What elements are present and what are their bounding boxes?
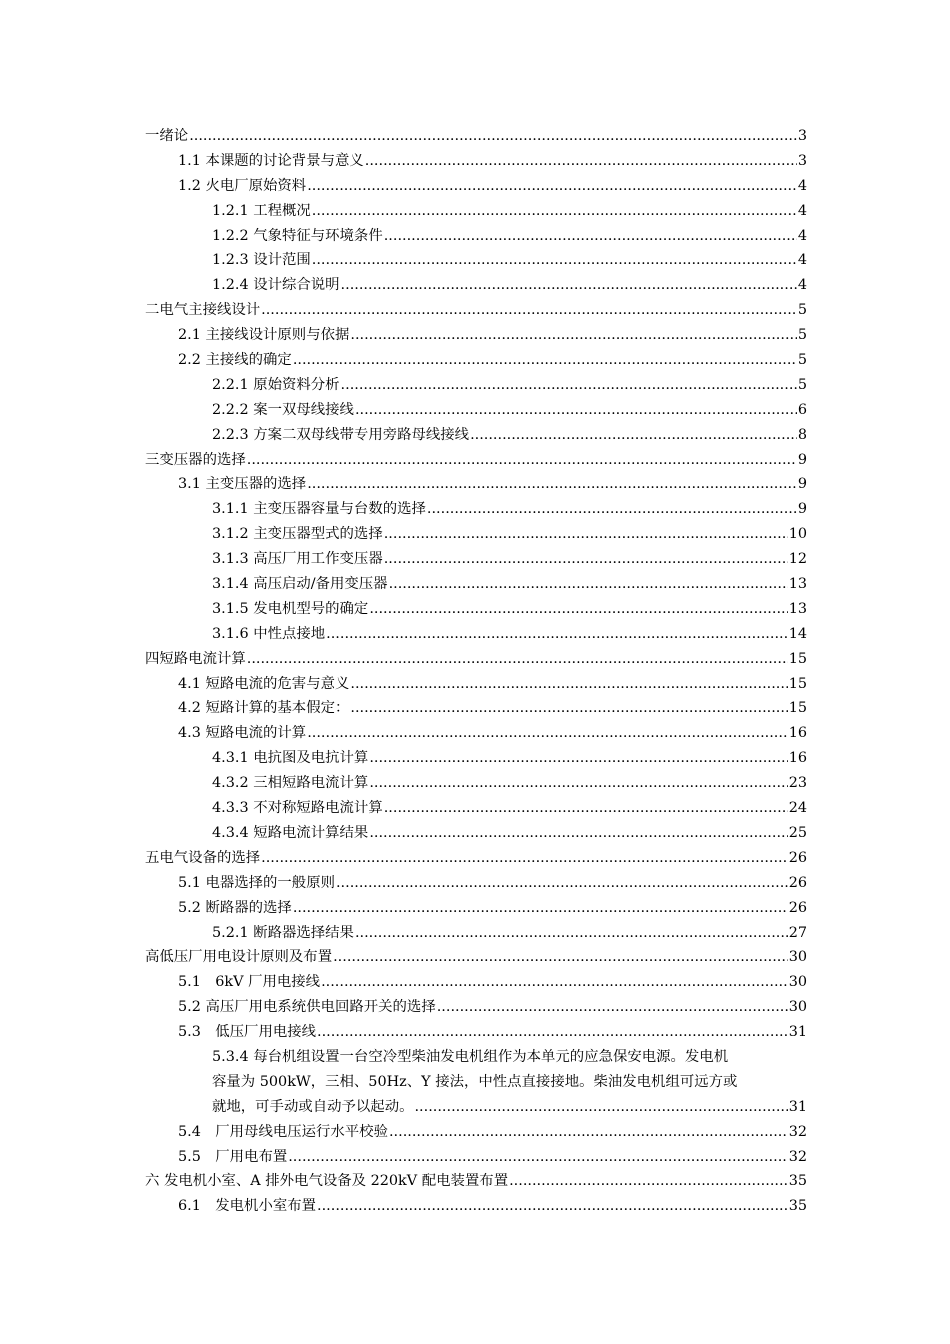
- toc-entry-title: 6.1 发电机小室布置: [178, 1198, 317, 1215]
- toc-page-number: 32: [788, 1148, 807, 1165]
- toc-page-number: 30: [788, 999, 807, 1016]
- toc-entry[interactable]: [145, 149, 807, 174]
- toc-entry-title: 5.2 高压厂用电系统供电回路开关的选择: [178, 999, 436, 1016]
- toc-page-number: 6: [797, 401, 807, 418]
- toc-page-number: 5: [797, 327, 807, 344]
- toc-entry-title: 4.1 短路电流的危害与意义: [178, 675, 350, 692]
- toc-entry[interactable]: [145, 995, 807, 1020]
- toc-entry-title: 五电气设备的选择: [145, 849, 261, 866]
- toc-leader-dots: [369, 746, 787, 771]
- toc-entry[interactable]: [145, 597, 807, 622]
- toc-entry[interactable]: [145, 1020, 807, 1045]
- toc-entry-title: 2.2.3 方案二双母线带专用旁路母线接线: [212, 426, 470, 443]
- toc-entry-title: 1.1 本课题的讨论背景与意义: [178, 152, 364, 169]
- toc-entry[interactable]: [145, 423, 807, 448]
- toc-entry-title: 5.1 电器选择的一般原则: [178, 874, 335, 891]
- toc-entry-line: 就地，可手动或自动予以起动。: [212, 1098, 414, 1115]
- toc-entry[interactable]: [145, 622, 807, 647]
- toc-leader-dots: [293, 896, 788, 921]
- toc-entry[interactable]: [145, 696, 807, 721]
- toc-leader-dots: [247, 647, 788, 672]
- toc-leader-dots: [384, 547, 788, 572]
- toc-entry-title: 1.2.1 工程概况: [212, 202, 311, 219]
- toc-entry-title: 5.5 厂用电布置: [178, 1148, 288, 1165]
- toc-leader-dots: [369, 597, 787, 622]
- toc-page-number: 30: [788, 974, 807, 991]
- toc-page-number: 4: [797, 202, 807, 219]
- toc-tail-list: [145, 1120, 807, 1220]
- toc-entry[interactable]: [145, 821, 807, 846]
- toc-leader-dots: [350, 672, 787, 697]
- toc-page-number: 9: [797, 501, 807, 518]
- toc-leader-dots: [261, 298, 797, 323]
- toc-entry-title: 三变压器的选择: [145, 451, 246, 468]
- toc-page-number: 31: [788, 1098, 807, 1115]
- toc-leader-dots: [307, 472, 797, 497]
- toc-entry[interactable]: [145, 896, 807, 921]
- toc-entry-title: 一绪论: [145, 128, 189, 144]
- toc-page-number: 15: [788, 700, 807, 717]
- toc-entry-title: 4.3.2 三相短路电流计算: [212, 775, 369, 792]
- toc-entry-title: 2.2.1 原始资料分析: [212, 376, 340, 393]
- toc-leader-dots: [369, 821, 787, 846]
- toc-page-number: 27: [788, 924, 807, 941]
- toc-page-number: 4: [797, 277, 807, 294]
- toc-page-number: 14: [788, 625, 807, 642]
- toc-entry[interactable]: [145, 796, 807, 821]
- toc-page-number: 16: [788, 750, 807, 767]
- toc-leader-dots: [509, 1169, 788, 1194]
- toc-entry-title: 3.1.5 发电机型号的确定: [212, 600, 369, 617]
- toc-page-number: 4: [797, 227, 807, 244]
- toc-entry[interactable]: [145, 547, 807, 572]
- toc-entry[interactable]: [145, 921, 807, 946]
- toc-page-number: 9: [797, 476, 807, 493]
- toc-leader-dots: [384, 796, 788, 821]
- toc-page-number: 5: [797, 376, 807, 393]
- toc-entry[interactable]: [145, 522, 807, 547]
- toc-page-number: 30: [788, 949, 807, 966]
- toc-leader-dots: [317, 1020, 788, 1045]
- toc-leader-dots: [470, 423, 797, 448]
- toc-page-number: 12: [788, 551, 807, 568]
- toc-entry[interactable]: [145, 398, 807, 423]
- toc-entry[interactable]: [145, 970, 807, 995]
- toc-leader-dots: [384, 224, 797, 249]
- toc-page-number: 10: [788, 526, 807, 543]
- toc-entry[interactable]: [145, 871, 807, 896]
- toc-page-number: 15: [788, 650, 807, 667]
- toc-page-number: 5: [797, 352, 807, 369]
- toc-entry-line: 5.3.4 每台机组设置一台空冷型柴油发电机组作为本单元的应急保安电源。发电机: [212, 1048, 729, 1065]
- toc-entry[interactable]: [145, 1120, 807, 1145]
- toc-leader-dots: [369, 771, 787, 796]
- toc-page-number: 26: [788, 899, 807, 916]
- toc-entry-title: 5.4 厂用母线电压运行水平校验: [178, 1123, 388, 1140]
- toc-page-number: 26: [788, 874, 807, 891]
- toc-leader-dots: [317, 1194, 788, 1219]
- toc-leader-dots: [414, 1095, 787, 1120]
- toc-entry-title: 2.2 主接线的确定: [178, 352, 292, 369]
- toc-leader-dots: [355, 398, 797, 423]
- toc-page-number: 5: [797, 302, 807, 319]
- toc-entry[interactable]: [145, 323, 807, 348]
- toc-entry[interactable]: [145, 572, 807, 597]
- toc-leader-dots: [247, 448, 797, 473]
- toc-entry-title: 1.2.3 设计范围: [212, 252, 311, 269]
- toc-entry-title: 4.3.4 短路电流计算结果: [212, 824, 369, 841]
- toc-page-number: 15: [788, 675, 807, 692]
- toc-leader-dots: [307, 721, 787, 746]
- toc-page-number: 31: [788, 1024, 807, 1041]
- toc-page-number: 13: [788, 576, 807, 593]
- toc-entry-title: 2.1 主接线设计原则与依据: [178, 327, 350, 344]
- toc-entry-title: 4.3.3 不对称短路电流计算: [212, 800, 383, 817]
- toc-entry[interactable]: [145, 771, 807, 796]
- toc-leader-dots: [333, 945, 788, 970]
- toc-leader-dots: [288, 1145, 787, 1170]
- toc-entry[interactable]: [145, 348, 807, 373]
- toc-entry-title: 1.2.4 设计综合说明: [212, 277, 340, 294]
- toc-entry[interactable]: [145, 472, 807, 497]
- toc-page-number: 8: [797, 426, 807, 443]
- toc-entry-title: 5.2 断路器的选择: [178, 899, 292, 916]
- toc-entry-title: 高低压厂用电设计原则及布置: [145, 949, 333, 966]
- toc-entry[interactable]: [145, 1169, 807, 1194]
- toc-entry-title: 3.1.1 主变压器容量与台数的选择: [212, 501, 426, 518]
- toc-leader-dots: [189, 124, 797, 149]
- toc-leader-dots: [389, 572, 788, 597]
- toc-leader-dots: [341, 273, 797, 298]
- toc-entry-title: 4.3.1 电抗图及电抗计算: [212, 750, 369, 767]
- toc-leader-dots: [350, 696, 787, 721]
- toc-entry-line: 容量为 500kW，三相、50Hz、Y 接法，中性点直接接地。柴油发电机组可远方或: [212, 1073, 738, 1090]
- toc-entry[interactable]: [145, 248, 807, 273]
- toc-entry[interactable]: [145, 672, 807, 697]
- toc-entry[interactable]: [145, 1145, 807, 1170]
- toc-leader-dots: [321, 970, 788, 995]
- toc-entry-title: 3.1 主变压器的选择: [178, 476, 307, 493]
- toc-leader-dots: [312, 248, 797, 273]
- toc-leader-dots: [427, 497, 797, 522]
- toc-entry-title: 二电气主接线设计: [145, 302, 261, 319]
- toc-entry-title: 四短路电流计算: [145, 650, 246, 667]
- toc-entry[interactable]: [145, 846, 807, 871]
- toc-entry-title: 5.2.1 断路器选择结果: [212, 924, 354, 941]
- toc-leader-dots: [336, 871, 788, 896]
- toc-entry[interactable]: [145, 448, 807, 473]
- toc-entry[interactable]: [145, 298, 807, 323]
- toc-page-number: 32: [788, 1123, 807, 1140]
- toc-entry-title: 3.1.6 中性点接地: [212, 625, 326, 642]
- toc-entry-title: 1.2 火电厂原始资料: [178, 177, 307, 194]
- toc-leader-dots: [293, 348, 797, 373]
- toc-leader-dots: [261, 846, 788, 871]
- toc-page-number: 23: [788, 775, 807, 792]
- toc-entry[interactable]: [145, 124, 807, 149]
- toc-leader-dots: [326, 622, 788, 647]
- toc-leader-dots: [312, 199, 797, 224]
- table-of-contents: [145, 124, 807, 1219]
- toc-entry-title: 4.2 短路计算的基本假定：: [178, 700, 350, 717]
- toc-leader-dots: [437, 995, 788, 1020]
- toc-page-number: 24: [788, 800, 807, 817]
- toc-leader-dots: [341, 373, 797, 398]
- toc-page-number: 26: [788, 849, 807, 866]
- toc-entry[interactable]: [145, 647, 807, 672]
- toc-page-number: 9: [797, 451, 807, 468]
- toc-entry[interactable]: [145, 174, 807, 199]
- toc-leader-dots: [307, 174, 797, 199]
- toc-main-list: [145, 124, 807, 1045]
- toc-entry-title: 5.1 6kV 厂用电接线: [178, 974, 321, 991]
- toc-entry[interactable]: [145, 199, 807, 224]
- toc-entry-title: 3.1.2 主变压器型式的选择: [212, 526, 383, 543]
- toc-entry-title: 5.3 低压厂用电接线: [178, 1024, 317, 1041]
- toc-leader-dots: [365, 149, 797, 174]
- toc-entry-title: 4.3 短路电流的计算: [178, 725, 307, 742]
- toc-leader-dots: [384, 522, 788, 547]
- toc-entry-title: 1.2.2 气象特征与环境条件: [212, 227, 383, 244]
- toc-entry[interactable]: [145, 273, 807, 298]
- toc-entry-title: 3.1.4 高压启动/备用变压器: [212, 576, 388, 593]
- toc-leader-dots: [389, 1120, 788, 1145]
- toc-leader-dots: [350, 323, 796, 348]
- toc-entry[interactable]: [145, 721, 807, 746]
- toc-entry-5-3-4[interactable]: [145, 1045, 807, 1120]
- toc-page-number: 25: [788, 824, 807, 841]
- toc-entry-title: 3.1.3 高压厂用工作变压器: [212, 551, 383, 568]
- toc-page-number: 35: [788, 1198, 807, 1215]
- toc-leader-dots: [355, 921, 788, 946]
- toc-entry[interactable]: [145, 746, 807, 771]
- toc-entry[interactable]: [145, 497, 807, 522]
- toc-entry[interactable]: [145, 373, 807, 398]
- toc-page-number: 16: [788, 725, 807, 742]
- toc-entry[interactable]: [145, 945, 807, 970]
- toc-entry-title: 2.2.2 案一双母线接线: [212, 401, 354, 418]
- toc-entry-title: 六 发电机小室、A 排外电气设备及 220kV 配电装置布置: [145, 1173, 509, 1190]
- toc-page-number: 3: [797, 128, 807, 144]
- toc-page-number: 13: [788, 600, 807, 617]
- toc-page-number: 4: [797, 252, 807, 269]
- toc-entry[interactable]: [145, 224, 807, 249]
- toc-page-number: 35: [788, 1173, 807, 1190]
- toc-page-number: 3: [797, 152, 807, 169]
- toc-page-number: 4: [797, 177, 807, 194]
- toc-entry[interactable]: [145, 1194, 807, 1219]
